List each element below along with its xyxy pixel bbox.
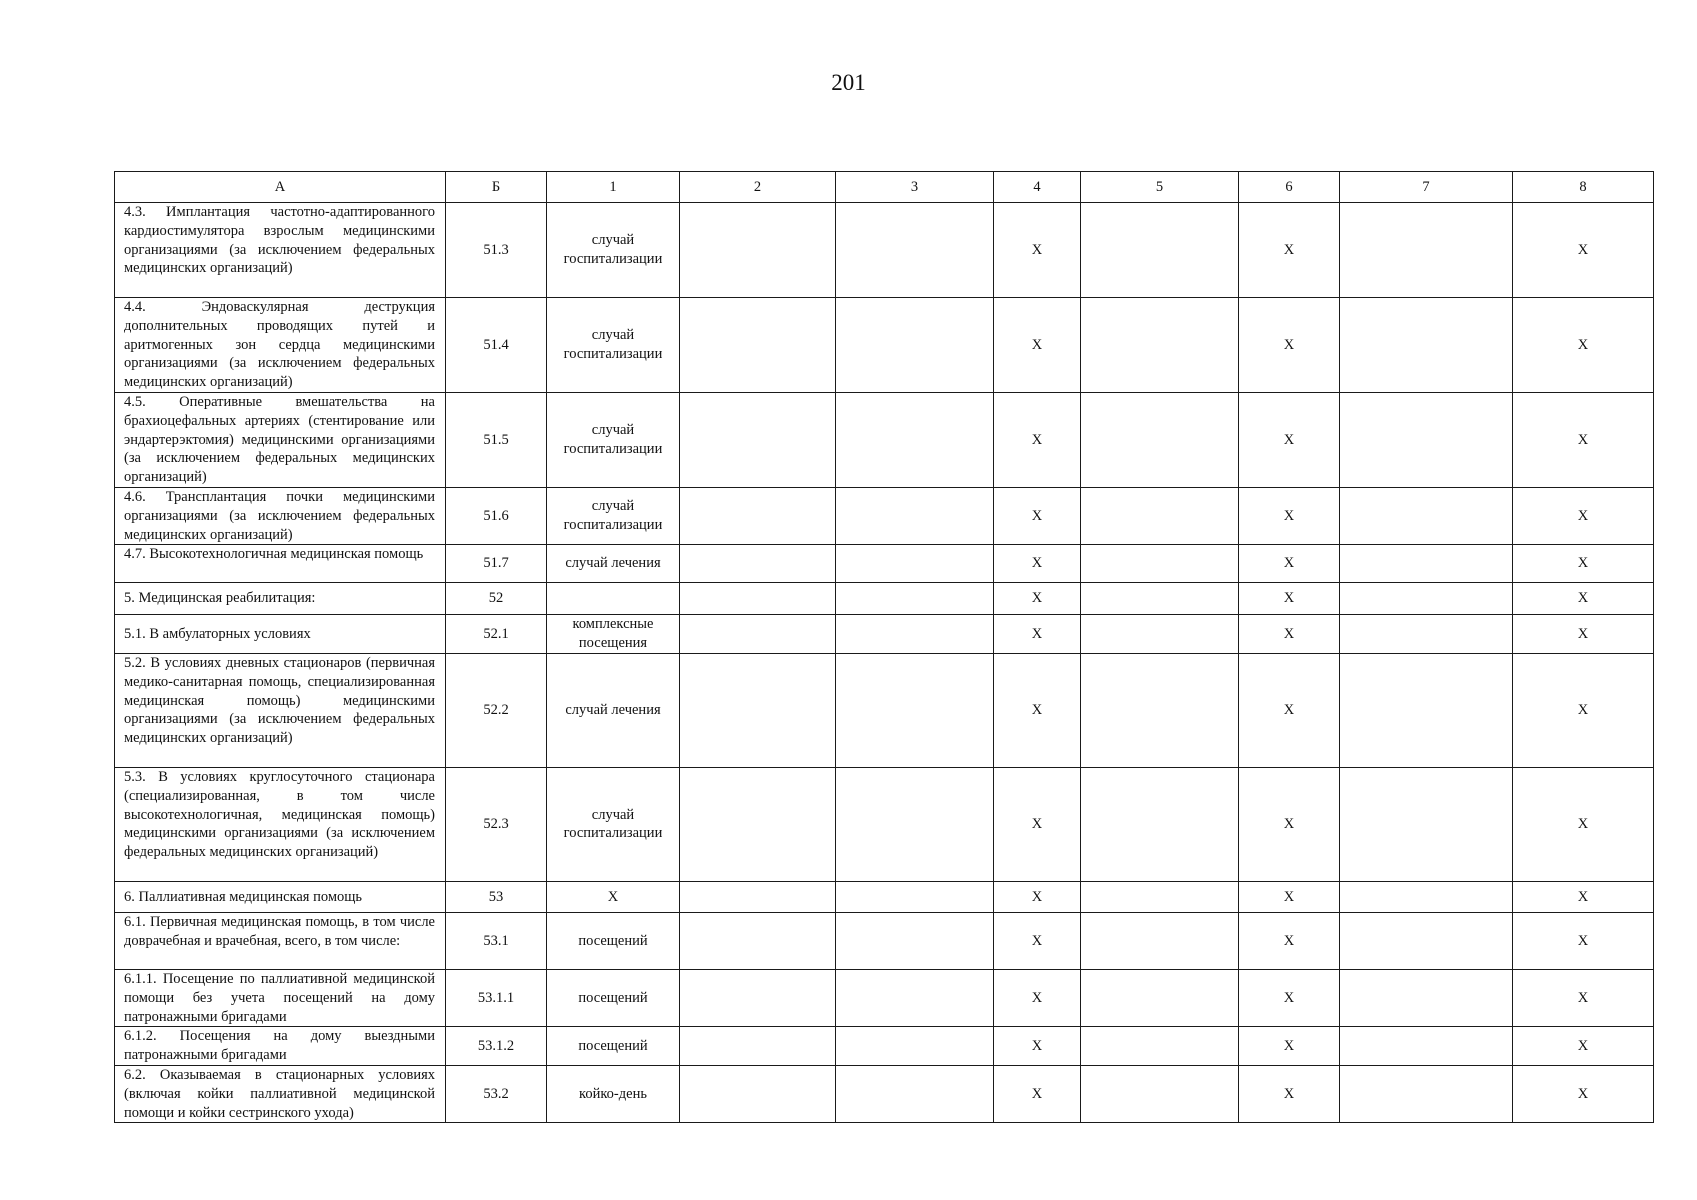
cell-col-8: X <box>1513 583 1654 615</box>
row-unit: случай госпитализации <box>547 393 680 488</box>
cell-col-2 <box>680 203 836 298</box>
cell-col-4: X <box>994 1027 1081 1066</box>
table-row <box>115 615 1654 654</box>
cell-col-8: X <box>1513 203 1654 298</box>
row-name: 4.4. Эндоваскулярная деструкция дополнительных проводящих путей и аритмогенных зон сердца медицинскими организациями (за исключением федеральных медицинских организаций) <box>115 298 446 393</box>
cell-col-5 <box>1081 393 1239 488</box>
row-name: 4.3. Имплантация частотно-адаптированного кардиостимулятора взрослым медицинскими организациями (за исключением федеральных медицинских организаций) <box>115 203 446 298</box>
cell-col-5 <box>1081 615 1239 654</box>
row-name: 5.3. В условиях круглосуточного стационара (специализированная, в том числе высокотехнологичная, медицинская помощь) медицинскими организациями (за исключением федеральных медицинских организаций) <box>115 767 446 881</box>
table-row <box>115 583 1654 615</box>
cell-col-7 <box>1340 1027 1513 1066</box>
cell-col-7 <box>1340 653 1513 767</box>
cell-col-2 <box>680 912 836 969</box>
row-code: 52.2 <box>446 653 547 767</box>
cell-col-5 <box>1081 1065 1239 1122</box>
cell-col-3 <box>836 203 994 298</box>
row-unit <box>547 583 680 615</box>
cell-col-8: X <box>1513 615 1654 654</box>
table-row <box>115 545 1654 583</box>
cell-col-3 <box>836 969 994 1026</box>
cell-col-3 <box>836 912 994 969</box>
column-header: 1 <box>547 172 680 203</box>
row-code: 53 <box>446 881 547 912</box>
cell-col-5 <box>1081 545 1239 583</box>
cell-col-6: X <box>1239 912 1340 969</box>
cell-col-7 <box>1340 881 1513 912</box>
cell-col-2 <box>680 767 836 881</box>
cell-col-6: X <box>1239 767 1340 881</box>
cell-col-4: X <box>994 583 1081 615</box>
column-header: 8 <box>1513 172 1654 203</box>
table-row <box>115 653 1654 767</box>
cell-col-4: X <box>994 969 1081 1026</box>
cell-col-7 <box>1340 393 1513 488</box>
cell-col-6: X <box>1239 653 1340 767</box>
cell-col-2 <box>680 881 836 912</box>
cell-col-6: X <box>1239 298 1340 393</box>
row-name: 5.1. В амбулаторных условиях <box>115 615 446 654</box>
cell-col-5 <box>1081 203 1239 298</box>
cell-col-5 <box>1081 653 1239 767</box>
cell-col-5 <box>1081 488 1239 545</box>
header-row <box>115 172 1654 203</box>
table-row <box>115 488 1654 545</box>
cell-col-8: X <box>1513 1065 1654 1122</box>
table-row <box>115 912 1654 969</box>
cell-col-5 <box>1081 298 1239 393</box>
table-row <box>115 1027 1654 1066</box>
cell-col-8: X <box>1513 767 1654 881</box>
row-name: 4.7. Высокотехнологичная медицинская помощь <box>115 545 446 583</box>
row-unit: посещений <box>547 912 680 969</box>
row-name: 5. Медицинская реабилитация: <box>115 583 446 615</box>
column-header: 7 <box>1340 172 1513 203</box>
column-header: 3 <box>836 172 994 203</box>
row-code: 51.5 <box>446 393 547 488</box>
cell-col-5 <box>1081 583 1239 615</box>
cell-col-8: X <box>1513 393 1654 488</box>
row-name: 6.2. Оказываемая в стационарных условиях (включая койки паллиативной медицинской помощи и койки сестринского ухода) <box>115 1065 446 1122</box>
row-name: 6. Паллиативная медицинская помощь <box>115 881 446 912</box>
cell-col-5 <box>1081 912 1239 969</box>
row-name: 6.1.2. Посещения на дому выездными патронажными бригадами <box>115 1027 446 1066</box>
cell-col-8: X <box>1513 653 1654 767</box>
cell-col-7 <box>1340 583 1513 615</box>
row-unit: случай госпитализации <box>547 767 680 881</box>
cell-col-8: X <box>1513 912 1654 969</box>
cell-col-7 <box>1340 969 1513 1026</box>
cell-col-8: X <box>1513 298 1654 393</box>
cell-col-4: X <box>994 881 1081 912</box>
row-code: 53.2 <box>446 1065 547 1122</box>
column-header: 2 <box>680 172 836 203</box>
cell-col-3 <box>836 545 994 583</box>
table-row <box>115 969 1654 1026</box>
cell-col-4: X <box>994 488 1081 545</box>
row-unit: случай госпитализации <box>547 203 680 298</box>
cell-col-2 <box>680 969 836 1026</box>
column-header: 4 <box>994 172 1081 203</box>
row-unit: случай лечения <box>547 545 680 583</box>
cell-col-2 <box>680 298 836 393</box>
row-name: 5.2. В условиях дневных стационаров (первичная медико-санитарная помощь, специализированная медицинская помощь) медицинскими организациями (за исключением федеральных медицинских организаций) <box>115 653 446 767</box>
cell-col-4: X <box>994 298 1081 393</box>
row-name: 4.5. Оперативные вмешательства на брахиоцефальных артериях (стентирование или эндартерэктомия) медицинскими организациями (за исключением федеральных медицинских организаций) <box>115 393 446 488</box>
row-code: 51.6 <box>446 488 547 545</box>
row-code: 53.1.2 <box>446 1027 547 1066</box>
cell-col-4: X <box>994 912 1081 969</box>
cell-col-6: X <box>1239 583 1340 615</box>
cell-col-2 <box>680 393 836 488</box>
cell-col-6: X <box>1239 969 1340 1026</box>
cell-col-7 <box>1340 298 1513 393</box>
cell-col-7 <box>1340 1065 1513 1122</box>
row-unit: X <box>547 881 680 912</box>
cell-col-7 <box>1340 615 1513 654</box>
cell-col-3 <box>836 767 994 881</box>
row-code: 51.4 <box>446 298 547 393</box>
row-unit: случай госпитализации <box>547 488 680 545</box>
cell-col-3 <box>836 583 994 615</box>
cell-col-5 <box>1081 881 1239 912</box>
cell-col-6: X <box>1239 488 1340 545</box>
cell-col-3 <box>836 488 994 545</box>
cell-col-7 <box>1340 545 1513 583</box>
row-code: 52.3 <box>446 767 547 881</box>
cell-col-3 <box>836 881 994 912</box>
cell-col-4: X <box>994 545 1081 583</box>
row-code: 51.3 <box>446 203 547 298</box>
row-code: 52.1 <box>446 615 547 654</box>
cell-col-4: X <box>994 393 1081 488</box>
cell-col-6: X <box>1239 393 1340 488</box>
cell-col-3 <box>836 615 994 654</box>
cell-col-2 <box>680 615 836 654</box>
cell-col-3 <box>836 1027 994 1066</box>
page-number: 201 <box>831 70 866 95</box>
row-unit: случай лечения <box>547 653 680 767</box>
column-header: А <box>115 172 446 203</box>
cell-col-2 <box>680 488 836 545</box>
cell-col-2 <box>680 653 836 767</box>
cell-col-8: X <box>1513 969 1654 1026</box>
table-row <box>115 203 1654 298</box>
row-code: 51.7 <box>446 545 547 583</box>
cell-col-4: X <box>994 653 1081 767</box>
table-row <box>115 393 1654 488</box>
cell-col-2 <box>680 545 836 583</box>
row-unit: койко-день <box>547 1065 680 1122</box>
cell-col-7 <box>1340 912 1513 969</box>
column-header: Б <box>446 172 547 203</box>
table-row <box>115 1065 1654 1122</box>
table-row <box>115 881 1654 912</box>
cell-col-2 <box>680 583 836 615</box>
cell-col-4: X <box>994 615 1081 654</box>
row-name: 6.1. Первичная медицинская помощь, в том числе доврачебная и врачебная, всего, в том числе: <box>115 912 446 969</box>
cell-col-7 <box>1340 203 1513 298</box>
cell-col-7 <box>1340 767 1513 881</box>
cell-col-6: X <box>1239 545 1340 583</box>
cell-col-4: X <box>994 1065 1081 1122</box>
table-row <box>115 767 1654 881</box>
cell-col-8: X <box>1513 1027 1654 1066</box>
cell-col-6: X <box>1239 1027 1340 1066</box>
cell-col-4: X <box>994 767 1081 881</box>
row-name: 6.1.1. Посещение по паллиативной медицинской помощи без учета посещений на дому патронажными бригадами <box>115 969 446 1026</box>
cell-col-6: X <box>1239 881 1340 912</box>
cell-col-8: X <box>1513 881 1654 912</box>
cell-col-5 <box>1081 1027 1239 1066</box>
data-table <box>114 171 1654 1123</box>
row-code: 53.1.1 <box>446 969 547 1026</box>
row-name: 4.6. Трансплантация почки медицинскими организациями (за исключением федеральных медицинских организаций) <box>115 488 446 545</box>
cell-col-6: X <box>1239 615 1340 654</box>
cell-col-2 <box>680 1027 836 1066</box>
cell-col-6: X <box>1239 203 1340 298</box>
cell-col-2 <box>680 1065 836 1122</box>
row-unit: посещений <box>547 1027 680 1066</box>
cell-col-7 <box>1340 488 1513 545</box>
row-code: 53.1 <box>446 912 547 969</box>
cell-col-4: X <box>994 203 1081 298</box>
cell-col-3 <box>836 1065 994 1122</box>
cell-col-3 <box>836 393 994 488</box>
cell-col-8: X <box>1513 488 1654 545</box>
cell-col-3 <box>836 653 994 767</box>
table-row <box>115 298 1654 393</box>
row-code: 52 <box>446 583 547 615</box>
cell-col-6: X <box>1239 1065 1340 1122</box>
row-unit: комплексные посещения <box>547 615 680 654</box>
row-unit: посещений <box>547 969 680 1026</box>
cell-col-5 <box>1081 767 1239 881</box>
column-header: 6 <box>1239 172 1340 203</box>
row-unit: случай госпитализации <box>547 298 680 393</box>
cell-col-3 <box>836 298 994 393</box>
cell-col-5 <box>1081 969 1239 1026</box>
cell-col-8: X <box>1513 545 1654 583</box>
column-header: 5 <box>1081 172 1239 203</box>
